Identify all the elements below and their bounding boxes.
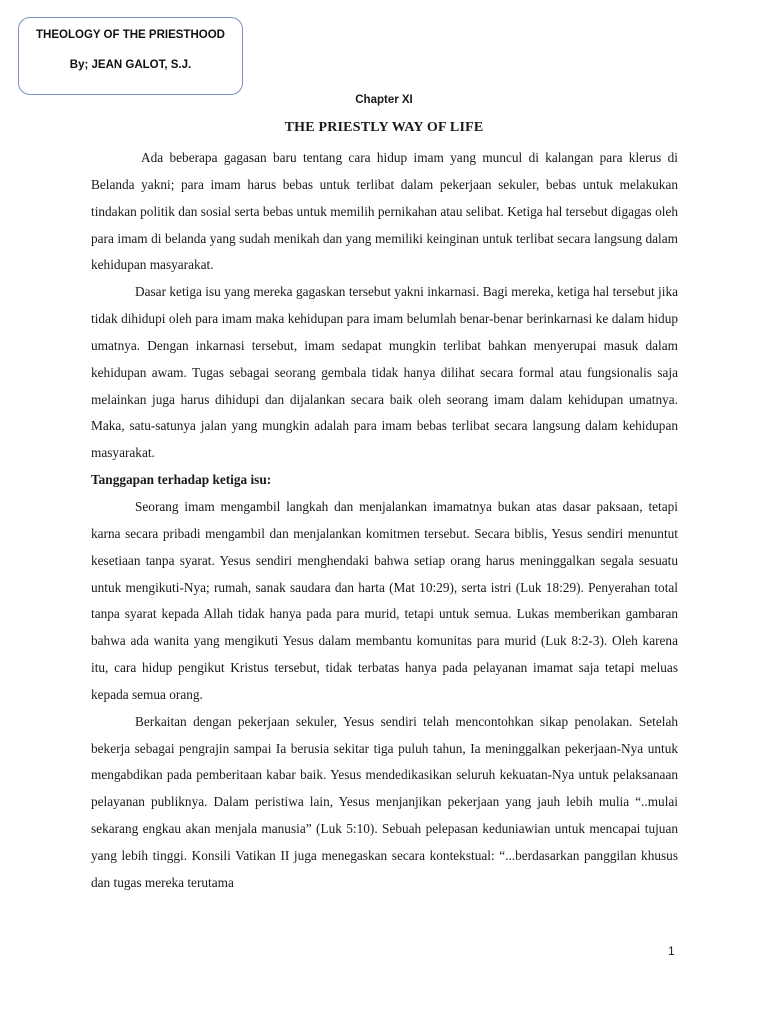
page-number: 1 [668,944,675,958]
section-subheading: Tanggapan terhadap ketiga isu: [91,472,272,488]
paragraph-3: Seorang imam mengambil langkah dan menjalankan imamatnya bukan atas dasar paksaan, tetapi karna secara pribadi mengambil dan menjalankan komitmen tersebut. Secara biblis, Yesus sendiri menuntut kesetiaan tanpa syarat. Yesus sendiri menghendaki bahwa setiap orang harus meninggalkan segala sesuatu untuk mengikuti-Nya; rumah, sanak saudara dan harta (Mat 10:29), serta istri (Luk 18:29). Penyerahan total tanpa syarat kepada Allah tidak hanya pada para murid, tetapi untuk semua. Lukas memberikan gambaran bahwa ada wanita yang mengikuti Yesus dalam membantu komunitas para murid (Luk 8:2-3). Oleh karena itu, cara hidup pengikut Kristus tersebut, tidak terbatas hanya pada pelayanan imamat saja tetapi meluas kepada semua orang. [91,498,678,702]
chapter-label: Chapter XI [355,94,413,106]
document-header-box [18,17,243,95]
chapter-title: THE PRIESTLY WAY OF LIFE [284,120,484,135]
paragraph-2: Dasar ketiga isu yang mereka gagaskan tersebut yakni inkarnasi. Bagi mereka, ketiga hal tersebut jika tidak dihidupi oleh para imam maka kehidupan para imam belumlah benar-benar berinkarnasi ke dalam hidup umatnya. Dengan inkarnasi tersebut, imam sedapat mungkin terlibat bahkan menyerupai masuk dalam kehidupan awam. Tugas sebagai seorang gembala tidak hanya dilihat secara formal atau fungsionalis saja melainkan juga harus dihidupi dan dijalankan secara baik oleh seorang imam dalam kehidupan umatnya. Maka, satu-satunya jalan yang mungkin adalah para imam bebas terlibat secara langsung dalam kehidupan masyarakat. [91,284,678,461]
document-body [91,145,678,897]
paragraph-1: Ada beberapa gagasan baru tentang cara hidup imam yang muncul di kalangan para klerus di Belanda yakni; para imam harus bebas untuk terlibat dalam pekerjaan sekuler, bebas untuk melakukan tindakan politik dan sosial serta bebas untuk memilih pernikahan atau selibat. Ketiga hal tersebut digagas oleh para imam di belanda yang sudah menikah dan yang memiliki keinginan untuk terlibat secara langsung dalam kehidupan masyarakat. [91,150,678,273]
book-title: THEOLOGY OF THE PRIESTHOOD [36,29,225,41]
book-author: By; JEAN GALOT, S.J. [69,59,192,71]
paragraph-4: Berkaitan dengan pekerjaan sekuler, Yesus sendiri telah mencontohkan sikap penolakan. Setelah bekerja sebagai pengrajin sampai Ia berusia sekitar tiga puluh tahun, Ia meninggalkan pekerjaan-Nya untuk mengabdikan pada pemberitaan kabar baik. Yesus mendedikasikan seluruh kekuatan-Nya untuk pelaksanaan pelayanan publiknya. Dalam peristiwa lain, Yesus menjanjikan pekerjaan yang jauh lebih mulia “..mulai sekarang engkau akan menjala manusia” (Luk 5:10). Sebuah pelepasan keduniawian untuk mencapai tujuan yang lebih tinggi. Konsili Vatikan II juga menegaskan secara kontekstual: “...berdasarkan panggilan khusus dan tugas mereka terutama [91,713,678,890]
